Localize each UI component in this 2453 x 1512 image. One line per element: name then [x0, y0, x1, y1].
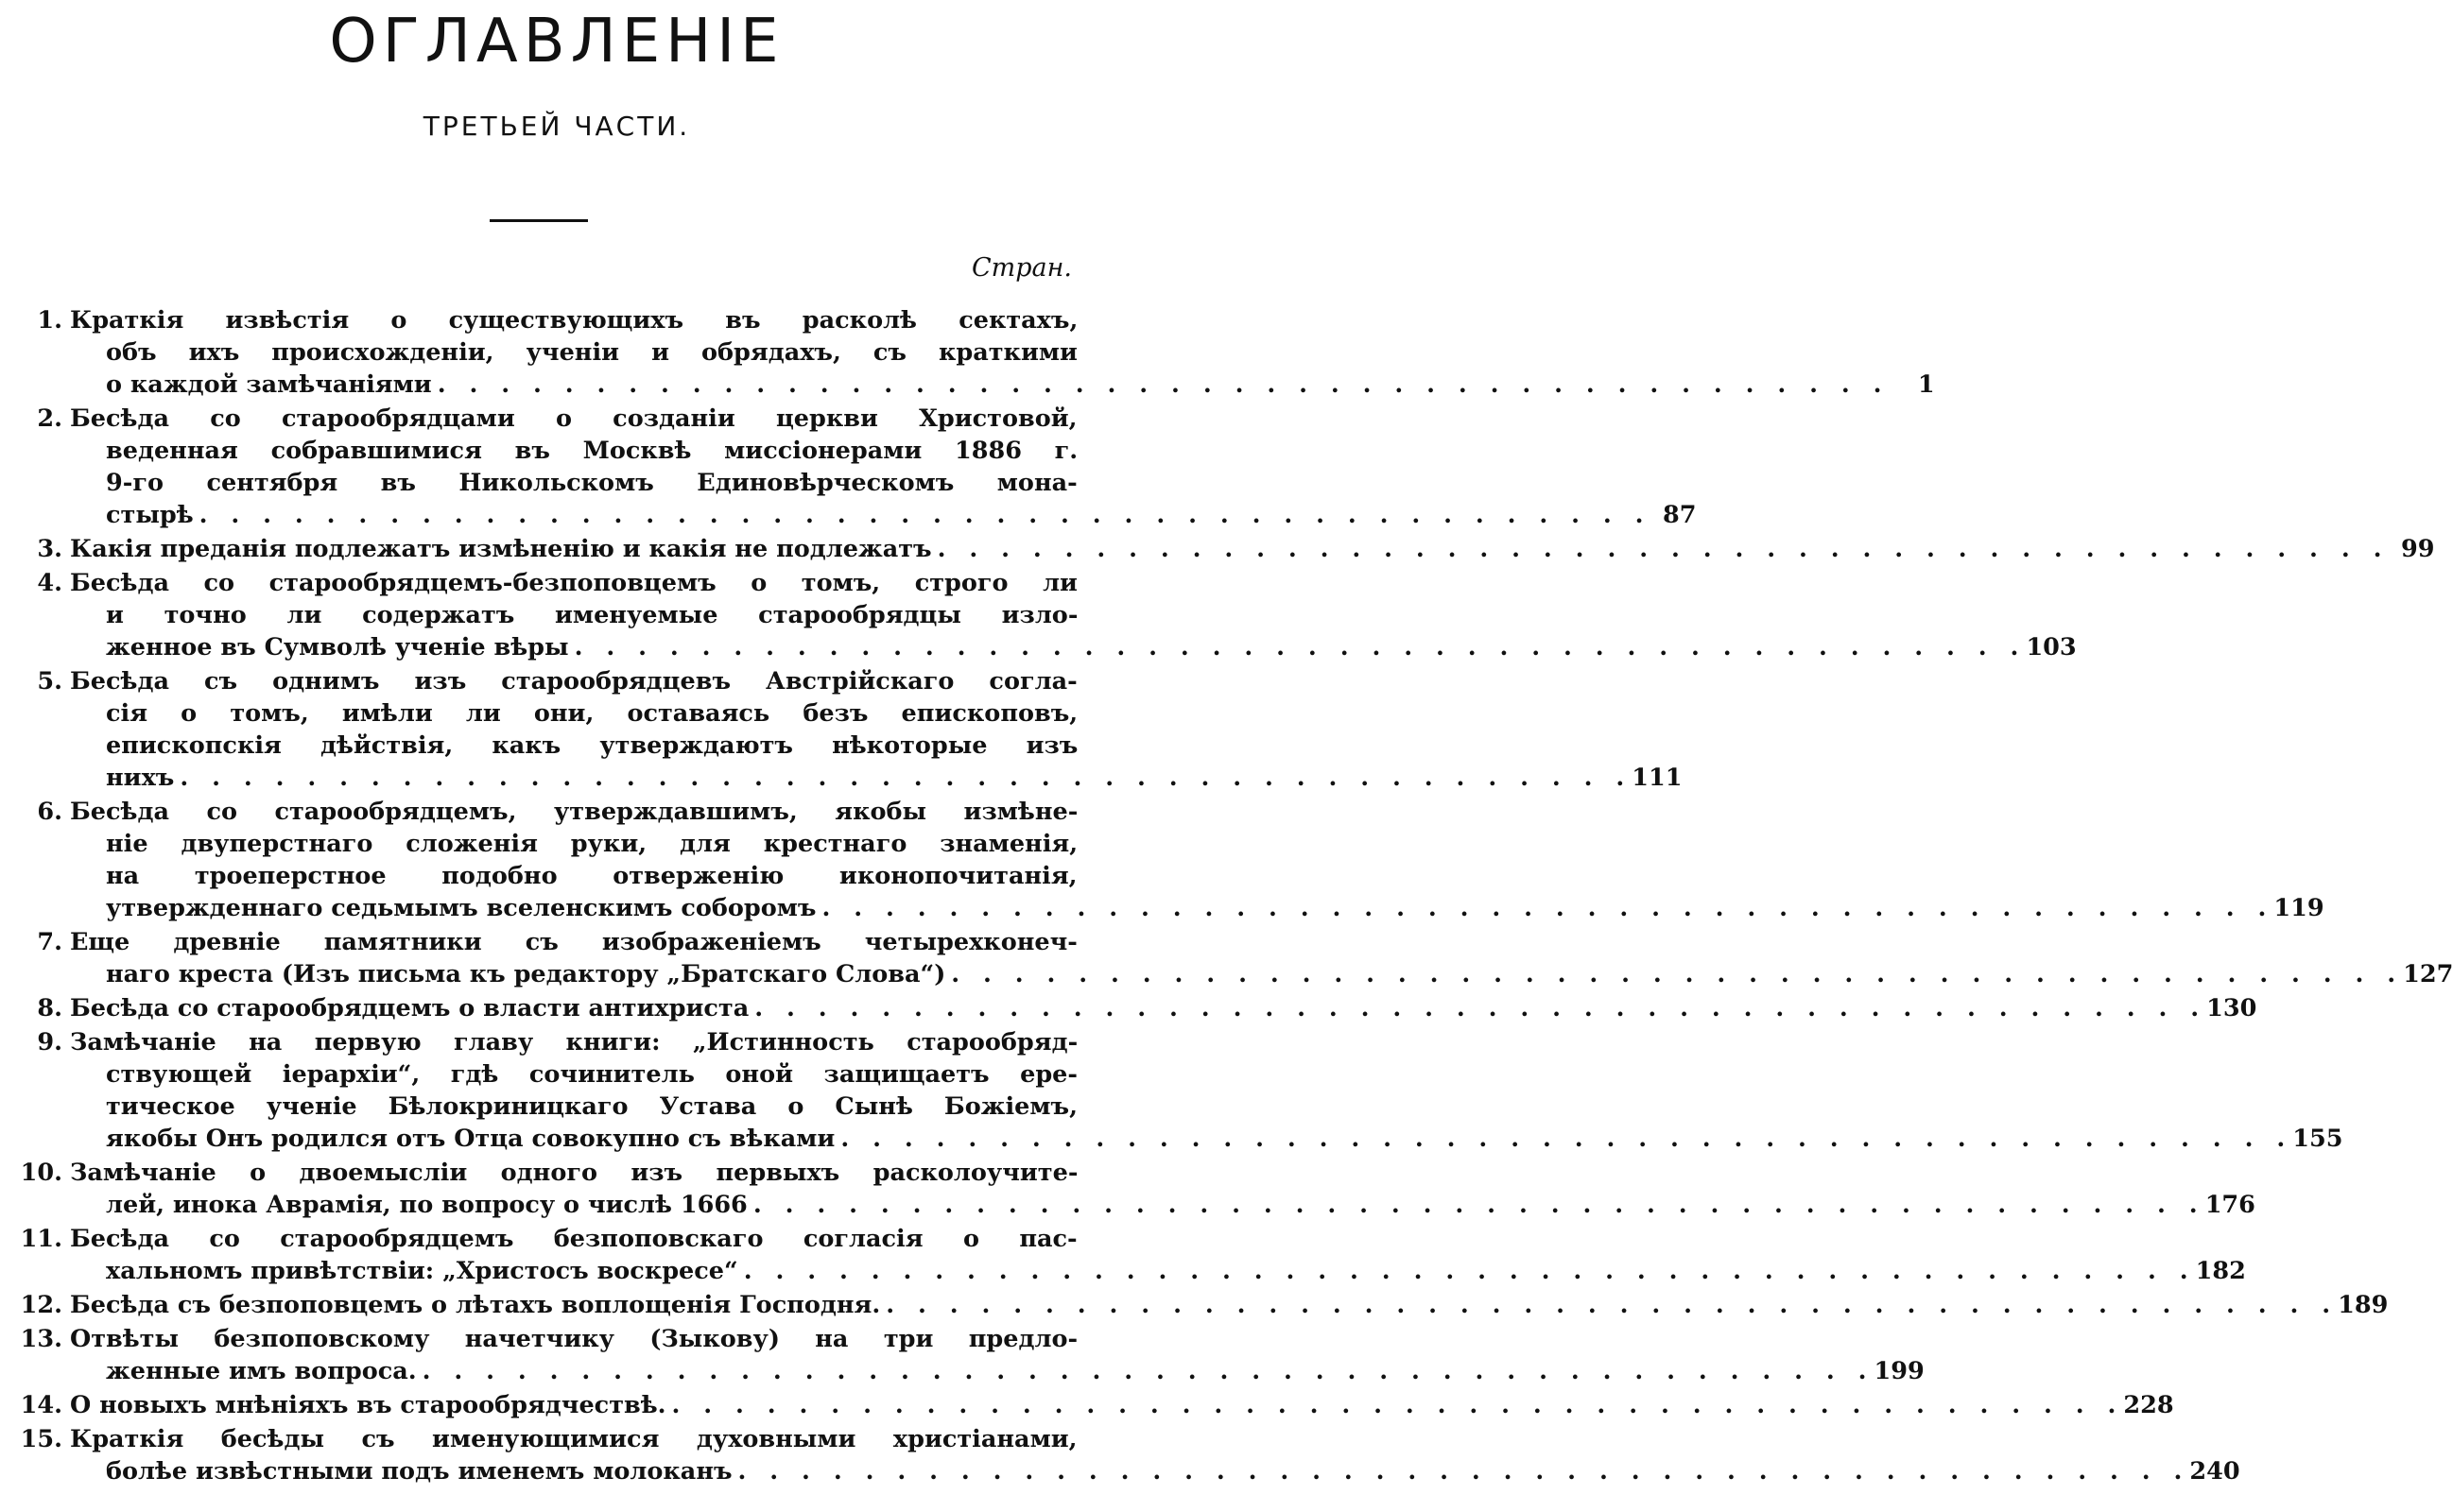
- leader-dots: . . . . . . . . . . . . . . . . . . . . . . . . . . . . . . . . . . . . . . . . . . . . . .: [754, 994, 2207, 1022]
- leader-dots: . . . . . . . . . . . . . . . . . . . . . . . . . . . . . . . . . . . . . . . . . . . . . .: [937, 535, 2390, 563]
- leader-dots: . . . . . . . . . . . . . . . . . . . . . . . . . . . . . . . . . . . . . . . . . . . . . .: [821, 894, 2274, 922]
- toc-entry-number: 12.: [20, 1291, 62, 1319]
- toc-entry: [11, 304, 1935, 401]
- toc-entry-line: 9-го сентября въ Никольскомъ Единовѣрческомъ мона-: [106, 469, 1078, 497]
- toc-entry-page-number: 176: [2204, 1191, 2255, 1219]
- toc-entry-line: Краткія извѣстія о существующихъ въ расколѣ сектахъ,: [70, 306, 1079, 335]
- toc-entry-last-line: [70, 1123, 2343, 1155]
- toc-entry-line: хальномъ привѣтствіи: „Христосъ воскресе“: [106, 1257, 738, 1285]
- toc-entry-line: Краткія бесѣды съ именующимися духовными христіанами,: [70, 1425, 1078, 1453]
- toc-entry-number: 13.: [20, 1325, 62, 1353]
- leader-dots: . . . . . . . . . . . . . . . . . . . . . . . . . . . . . . . . . . . . . . . . . . . . . .: [886, 1291, 2339, 1319]
- toc-entry: [11, 1223, 2246, 1287]
- toc-entry-last-line: [70, 1289, 2389, 1321]
- toc-entry-last-line: [70, 958, 2453, 990]
- leader-dots: . . . . . . . . . . . . . . . . . . . . . . . . . . . . . . . . . . . . . . . . . . . . . .: [422, 1357, 1874, 1385]
- toc-entry-number: 5.: [37, 667, 62, 696]
- toc-entry-number: 14.: [20, 1391, 62, 1419]
- toc-entry: [11, 533, 2435, 565]
- toc-entry: [11, 403, 1697, 531]
- leader-dots: . . . . . . . . . . . . . . . . . . . . . . . . . . . . . . . . . . . . . . . . . . . . . .: [574, 633, 2027, 662]
- toc-entry-line: епископскія дѣйствія, какъ утверждаютъ нѣкоторые изъ: [106, 731, 1079, 760]
- toc-entry-line: на троеперстное подобно отверженію иконопочитанія,: [106, 862, 1078, 890]
- toc-entry-text: [70, 1289, 2389, 1321]
- toc-entry-text: [70, 992, 2257, 1024]
- toc-entry-text: [70, 1223, 2246, 1287]
- toc-entry-line: тическое ученіе Бѣлокриницкаго Устава о Сынѣ Божіемъ,: [106, 1092, 1078, 1121]
- toc-entry-page-number: 127: [2403, 960, 2453, 988]
- toc-entry-last-line: [70, 1389, 2174, 1421]
- toc-entry-line: О новыхъ мнѣніяхъ въ старообрядчествѣ.: [70, 1391, 666, 1419]
- page-column-label: Стран.: [971, 253, 1072, 283]
- toc-entry-text: [70, 1423, 2240, 1487]
- toc-entry-line: Бесѣда со старообрядцемъ-безпоповцемъ о томъ, строго ли: [70, 569, 1078, 597]
- toc-entry-number: 4.: [37, 569, 62, 597]
- toc-entry-text: [70, 403, 1697, 531]
- toc-entry-line: ніе двуперстнаго сложенія руки, для крестнаго знаменія,: [106, 830, 1079, 858]
- toc-entry-number: 8.: [37, 994, 62, 1022]
- toc-entry: [11, 1289, 2389, 1321]
- toc-entry-page-number: 228: [2123, 1391, 2174, 1419]
- toc-entry-text: [70, 1157, 2255, 1221]
- toc-entry-page-number: 199: [1874, 1357, 1925, 1385]
- leader-dots: . . . . . . . . . . . . . . . . . . . . . . . . . . . . . . . . . . . . . . . . . . . . . .: [671, 1391, 2124, 1419]
- leader-dots: . . . . . . . . . . . . . . . . . . . . . . . . . . . . . . . . . . . . . . . . . . . . . .: [737, 1457, 2190, 1486]
- toc-entry-line: Замѣчаніе о двоемысліи одного изъ первыхъ расколоучите-: [70, 1159, 1079, 1187]
- leader-dots: . . . . . . . . . . . . . . . . . . . . . . . . . . . . . . . . . . . . . . . . . . . . . .: [951, 960, 2404, 988]
- toc-entry-line: веденная собравшимися въ Москвѣ миссіонерами 1886 г.: [106, 437, 1079, 465]
- toc-entry-line: женное въ Сумволѣ ученіе вѣры: [106, 633, 569, 662]
- toc-entry-number: 7.: [37, 928, 62, 956]
- toc-entry-line: объ ихъ происхожденіи, ученіи и обрядахъ, съ краткими: [106, 338, 1078, 367]
- toc-entry-line: Бесѣда со старообрядцами о созданіи церкви Христовой,: [70, 404, 1078, 433]
- leader-dots: . . . . . . . . . . . . . . . . . . . . . . . . . . . . . . . . . . . . . . . . . . . . . .: [752, 1191, 2205, 1219]
- toc-entry-number: 2.: [37, 404, 62, 433]
- toc-entry: [11, 567, 2077, 663]
- toc-entry: [11, 1157, 2255, 1221]
- toc-entry-page-number: 99: [2400, 535, 2435, 563]
- toc-entry-line: Какія преданія подлежатъ измѣненію и какія не подлежатъ: [70, 535, 932, 563]
- toc-entry: [11, 1423, 2240, 1487]
- toc-entry-page-number: 111: [1632, 764, 1683, 792]
- toc-entry-page-number: 240: [2189, 1457, 2240, 1486]
- toc-entry: [11, 796, 2324, 924]
- toc-entry-number: 3.: [37, 535, 62, 563]
- leader-dots: . . . . . . . . . . . . . . . . . . . . . . . . . . . . . . . . . . . . . . . . . . . . . .: [199, 501, 1651, 529]
- toc-entry-number: 9.: [37, 1028, 62, 1057]
- toc-entry-line: болѣе извѣстными подъ именемъ молоканъ: [106, 1457, 733, 1486]
- toc-entry-page-number: 87: [1663, 501, 1697, 529]
- toc-entry-line: нихъ: [106, 764, 175, 792]
- toc-entry-last-line: [70, 631, 2077, 663]
- toc-entry-page-number: 103: [2026, 633, 2077, 662]
- toc-entry-last-line: [70, 369, 1935, 401]
- toc-entry-number: 10.: [20, 1159, 62, 1187]
- toc-entry-text: [70, 926, 2453, 990]
- table-of-contents: [11, 304, 2453, 1489]
- page-title: ОГЛАВЛЕНІЕ: [329, 7, 785, 77]
- toc-entry-line: стырѣ: [106, 501, 194, 529]
- toc-entry-text: [70, 304, 1935, 401]
- toc-entry-line: женные имъ вопроса.: [106, 1357, 417, 1385]
- toc-entry: [11, 1389, 2174, 1421]
- toc-entry-line: Бесѣда съ безпоповцемъ о лѣтахъ воплощенія Господня.: [70, 1291, 881, 1319]
- toc-entry-text: [70, 1026, 2343, 1155]
- divider-rule: [490, 219, 588, 222]
- toc-entry-page-number: 189: [2338, 1291, 2389, 1319]
- toc-entry-last-line: [70, 892, 2324, 924]
- toc-entry-last-line: [70, 1355, 1925, 1387]
- toc-entry-last-line: [70, 499, 1697, 531]
- toc-entry-number: 11.: [20, 1225, 62, 1253]
- toc-entry-last-line: [70, 992, 2257, 1024]
- toc-entry-last-line: [70, 1455, 2240, 1487]
- toc-entry-line: Замѣчаніе на первую главу книги: „Истинность старообряд-: [70, 1028, 1079, 1057]
- page-subtitle: ТРЕТЬЕЙ ЧАСТИ.: [423, 111, 691, 142]
- toc-entry-text: [70, 1389, 2174, 1421]
- toc-entry: [11, 1026, 2343, 1155]
- toc-entry-line: Бесѣда со старообрядцемъ, утверждавшимъ, якобы измѣне-: [70, 798, 1079, 826]
- leader-dots: . . . . . . . . . . . . . . . . . . . . . . . . . . . . . . . . . . . . . . . . . . . . . .: [840, 1125, 2293, 1153]
- toc-entry-text: [70, 665, 1683, 794]
- toc-entry-line: Бесѣда съ однимъ изъ старообрядцевъ Австрійскаго согла-: [70, 667, 1078, 696]
- toc-entry-line: лей, инока Аврамія, по вопросу о числѣ 1666: [106, 1191, 748, 1219]
- toc-entry: [11, 926, 2453, 990]
- toc-entry-text: [70, 796, 2324, 924]
- toc-entry-line: якобы Онъ родился отъ Отца совокупно съ вѣками: [106, 1125, 836, 1153]
- toc-entry-line: Бесѣда со старообрядцемъ безпоповскаго согласія о пас-: [70, 1225, 1078, 1253]
- toc-entry-line: наго креста (Изъ письма къ редактору „Братскаго Слова“): [106, 960, 946, 988]
- toc-entry-text: [70, 567, 2077, 663]
- toc-entry: [11, 992, 2257, 1024]
- toc-entry-line: ствующей іерархіи“, гдѣ сочинитель оной защищаетъ ере-: [106, 1060, 1078, 1089]
- toc-entry-number: 1.: [37, 306, 62, 335]
- leader-dots: . . . . . . . . . . . . . . . . . . . . . . . . . . . . . . . . . . . . . . . . . . . . . .: [743, 1257, 2196, 1285]
- toc-entry: [11, 1323, 1925, 1387]
- toc-entry-page-number: 1: [1917, 370, 1935, 399]
- toc-entry-last-line: [70, 533, 2435, 565]
- toc-entry-page-number: 119: [2273, 894, 2324, 922]
- toc-entry-line: о каждой замѣчаніями: [106, 370, 432, 399]
- toc-entry-page-number: 182: [2195, 1257, 2246, 1285]
- toc-entry-line: утвержденнаго седьмымъ вселенскимъ соборомъ: [106, 894, 817, 922]
- leader-dots: . . . . . . . . . . . . . . . . . . . . . . . . . . . . . . . . . . . . . . . . . . . . . .: [437, 370, 1890, 399]
- toc-entry-line: Еще древніе памятники съ изображеніемъ четырехконеч-: [70, 928, 1078, 956]
- toc-entry-line: Бесѣда со старообрядцемъ о власти антихриста: [70, 994, 750, 1022]
- toc-entry-last-line: [70, 1255, 2246, 1287]
- toc-entry: [11, 665, 1683, 794]
- toc-entry-last-line: [70, 1189, 2255, 1221]
- toc-entry-text: [70, 1323, 1925, 1387]
- toc-entry-number: 15.: [20, 1425, 62, 1453]
- toc-entry-number: 6.: [37, 798, 62, 826]
- toc-entry-line: сія о томъ, имѣли ли они, оставаясь безъ епископовъ,: [106, 699, 1079, 728]
- toc-entry-last-line: [70, 762, 1683, 794]
- toc-entry-page-number: 155: [2292, 1125, 2343, 1153]
- leader-dots: . . . . . . . . . . . . . . . . . . . . . . . . . . . . . . . . . . . . . . . . . . . . . .: [180, 764, 1632, 792]
- toc-entry-page-number: 130: [2206, 994, 2257, 1022]
- toc-entry-line: Отвѣты безпоповскому начетчику (Зыкову) на три предло-: [70, 1325, 1079, 1353]
- toc-entry-line: и точно ли содержатъ именуемые старообрядцы изло-: [106, 601, 1079, 629]
- toc-entry-text: [70, 533, 2435, 565]
